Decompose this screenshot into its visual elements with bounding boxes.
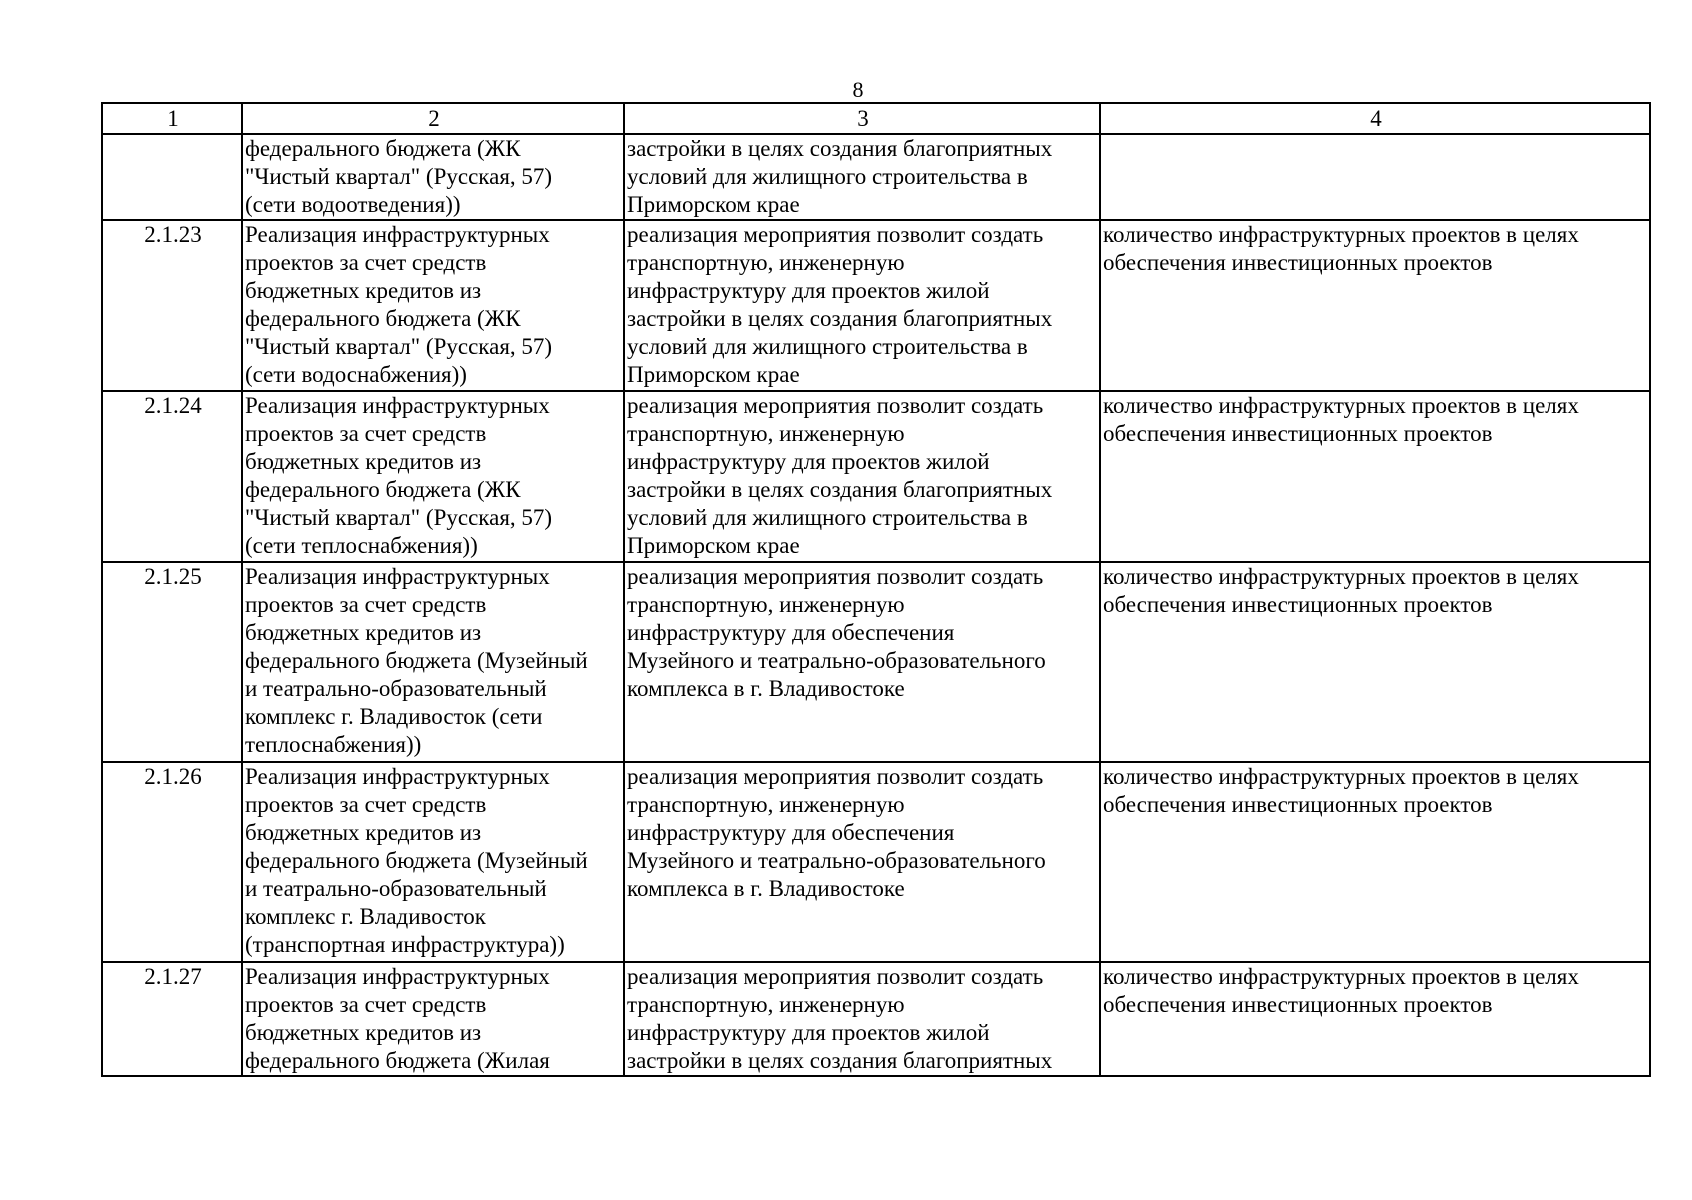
row-number-cell: 2.1.25	[102, 562, 242, 762]
expected-result-cell: застройки в целях создания благоприятных условий для жилищного строительства в Приморском крае	[624, 134, 1100, 220]
column-header-1: 1	[102, 103, 242, 134]
row-number-cell: 2.1.27	[102, 962, 242, 1076]
measure-name-cell: Реализация инфраструктурных проектов за счет средств бюджетных кредитов из федерального бюджета (ЖК "Чистый квартал" (Русская, 57) (сети водоснабжения))	[242, 220, 624, 391]
row-number-cell: 2.1.23	[102, 220, 242, 391]
expected-result-cell: реализация мероприятия позволит создать транспортную, инженерную инфраструктуру для проектов жилой застройки в целях создания благоприятных условий для жилищного строительства в Приморском крае	[624, 391, 1100, 562]
indicator-cell: количество инфраструктурных проектов в целях обеспечения инвестиционных проектов	[1100, 220, 1650, 391]
table-row	[102, 762, 1650, 962]
table-header-row	[102, 103, 1650, 134]
table-row	[102, 562, 1650, 762]
table-row	[102, 134, 1650, 220]
measure-name-cell: Реализация инфраструктурных проектов за счет средств бюджетных кредитов из федерального бюджета (Музейный и театрально-образовательный комплекс г. Владивосток (сети теплоснабжения))	[242, 562, 624, 762]
column-header-3: 3	[624, 103, 1100, 134]
expected-result-cell: реализация мероприятия позволит создать транспортную, инженерную инфраструктуру для проектов жилой застройки в целях создания благоприятных	[624, 962, 1100, 1076]
measure-name-cell: федерального бюджета (ЖК "Чистый квартал" (Русская, 57) (сети водоотведения))	[242, 134, 624, 220]
table-row	[102, 220, 1650, 391]
indicator-cell	[1100, 134, 1650, 220]
column-header-2: 2	[242, 103, 624, 134]
row-number-cell: 2.1.26	[102, 762, 242, 962]
indicator-cell: количество инфраструктурных проектов в целях обеспечения инвестиционных проектов	[1100, 762, 1650, 962]
indicator-cell: количество инфраструктурных проектов в целях обеспечения инвестиционных проектов	[1100, 391, 1650, 562]
expected-result-cell: реализация мероприятия позволит создать транспортную, инженерную инфраструктуру для обеспечения Музейного и театрально-образовательного комплекса в г. Владивостоке	[624, 762, 1100, 962]
measures-table	[101, 102, 1651, 1077]
page-number: 8	[852, 77, 864, 102]
table-row	[102, 962, 1650, 1076]
table-row	[102, 391, 1650, 562]
column-header-4: 4	[1100, 103, 1650, 134]
measure-name-cell: Реализация инфраструктурных проектов за счет средств бюджетных кредитов из федерального бюджета (ЖК "Чистый квартал" (Русская, 57) (сети теплоснабжения))	[242, 391, 624, 562]
measure-name-cell: Реализация инфраструктурных проектов за счет средств бюджетных кредитов из федерального бюджета (Музейный и театрально-образовательный комплекс г. Владивосток (транспортная инфраструктура))	[242, 762, 624, 962]
indicator-cell: количество инфраструктурных проектов в целях обеспечения инвестиционных проектов	[1100, 962, 1650, 1076]
indicator-cell: количество инфраструктурных проектов в целях обеспечения инвестиционных проектов	[1100, 562, 1650, 762]
measure-name-cell: Реализация инфраструктурных проектов за счет средств бюджетных кредитов из федерального бюджета (Жилая	[242, 962, 624, 1076]
row-number-cell: 2.1.24	[102, 391, 242, 562]
expected-result-cell: реализация мероприятия позволит создать транспортную, инженерную инфраструктуру для проектов жилой застройки в целях создания благоприятных условий для жилищного строительства в Приморском крае	[624, 220, 1100, 391]
row-number-cell	[102, 134, 242, 220]
expected-result-cell: реализация мероприятия позволит создать транспортную, инженерную инфраструктуру для обеспечения Музейного и театрально-образовательного комплекса в г. Владивостоке	[624, 562, 1100, 762]
